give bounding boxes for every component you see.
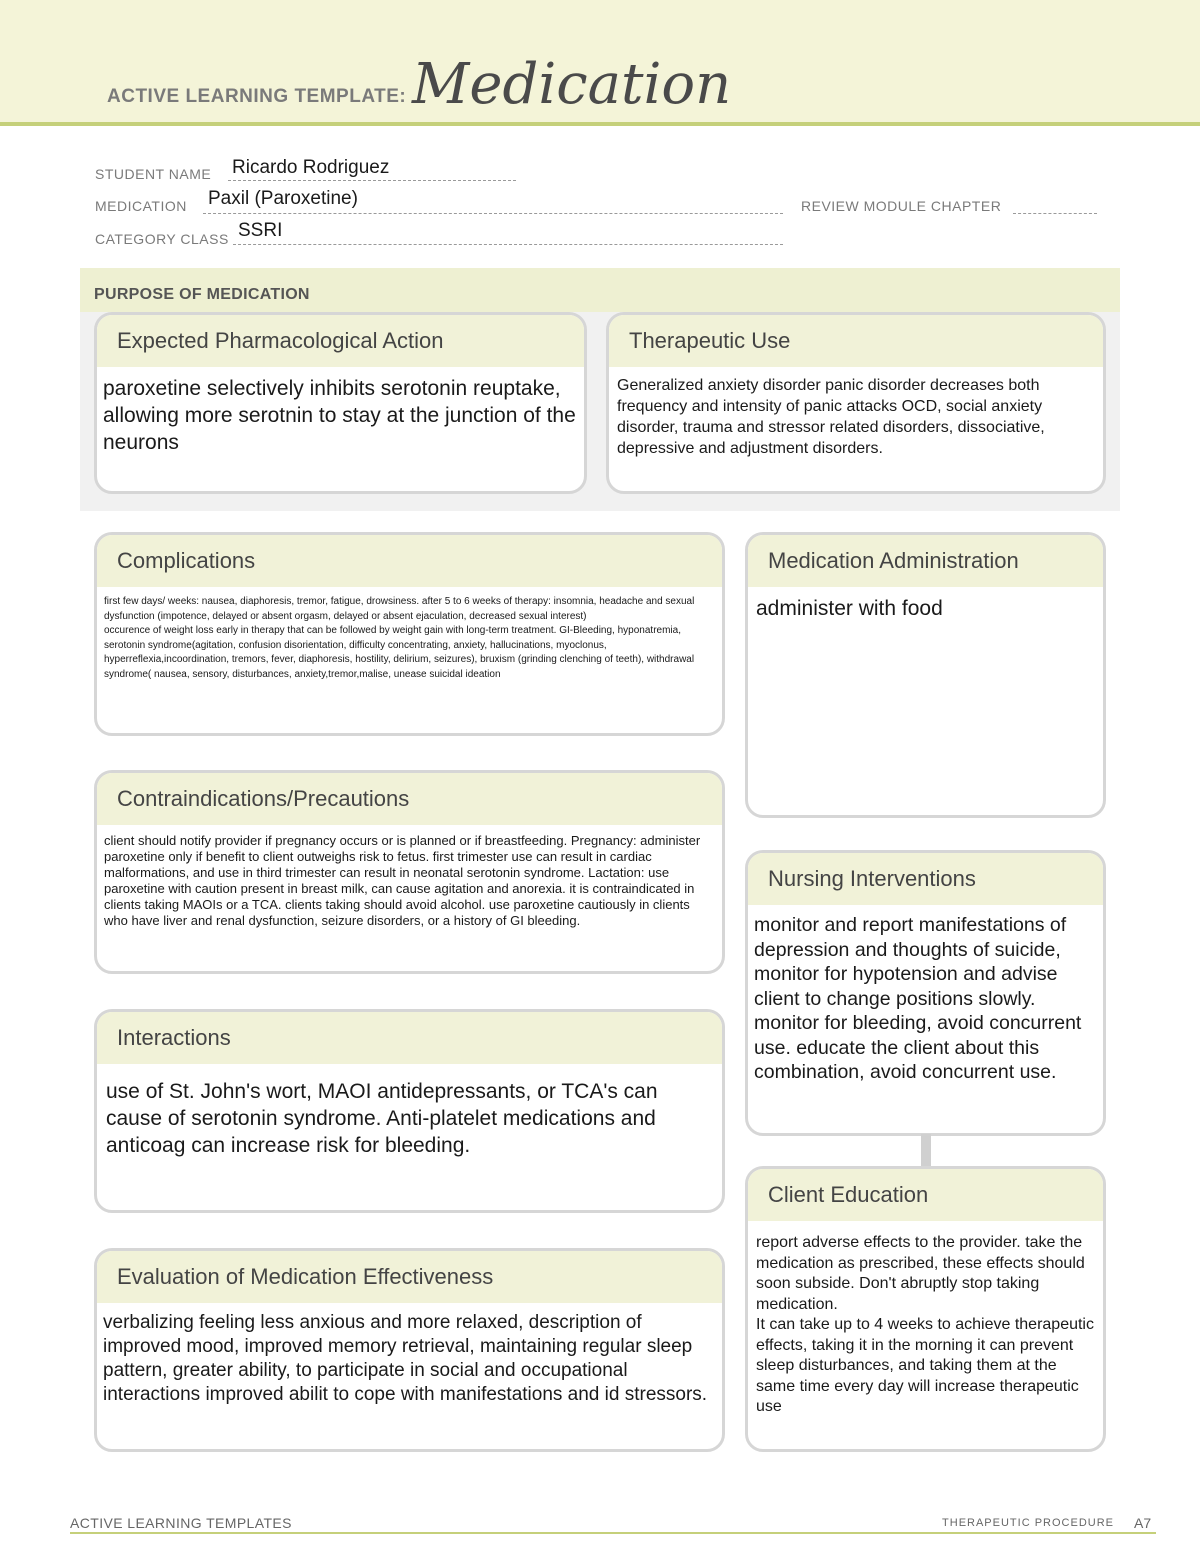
- interactions-box: [94, 1009, 725, 1213]
- review-module-field[interactable]: [1013, 213, 1097, 214]
- purpose-label: PURPOSE OF MEDICATION: [94, 286, 310, 303]
- category-class-line: [233, 244, 783, 245]
- client-education-text[interactable]: report adverse effects to the provider. take the medication as prescribed, these effects should soon subside. Don't abruptly stop taking medication. It can take up to 4 weeks to achieve therapeutic effects, taking it in the morning it can prevent sleep disturbances, and taking them at the same time every day will increase therapeutic use: [756, 1234, 1094, 1415]
- expected-action-title: Expected Pharmacological Action: [97, 315, 584, 367]
- medication-label: MEDICATION: [95, 198, 187, 214]
- client-education-box: [745, 1166, 1106, 1452]
- medication-administration-box: [745, 532, 1106, 818]
- contraindications-title: Contraindications/Precautions: [97, 773, 722, 825]
- medication-administration-title: Medication Administration: [748, 535, 1103, 587]
- student-name-label: STUDENT NAME: [95, 166, 212, 182]
- interactions-text[interactable]: use of St. John's wort, MAOI antidepressants, or TCA's can cause of serotonin syndrome. Anti-platelet medications and anticoag can increase risk for bleeding.: [106, 1080, 658, 1157]
- nursing-interventions-title: Nursing Interventions: [748, 853, 1103, 905]
- evaluation-text[interactable]: verbalizing feeling less anxious and more relaxed, description of improved mood, improved memory retrieval, maintaining regular sleep pattern, greater ability, to participate in social and occupational interactions improved abilit to cope with manifestations and id stressors.: [103, 1312, 708, 1405]
- medication-line: [203, 213, 783, 214]
- medication-field[interactable]: Paxil (Paroxetine): [208, 188, 358, 209]
- connector-bar: [921, 1134, 931, 1166]
- expected-action-text[interactable]: paroxetine selectively inhibits serotonin reuptake, allowing more serotnin to stay at the junction of the neurons: [103, 377, 576, 454]
- student-name-field[interactable]: Ricardo Rodriguez: [232, 157, 390, 178]
- template-label: ACTIVE LEARNING TEMPLATE:: [107, 86, 407, 107]
- medication-administration-text[interactable]: administer with food: [756, 597, 943, 620]
- nursing-interventions-box: [745, 850, 1106, 1136]
- contraindications-text[interactable]: client should notify provider if pregnancy occurs or is planned or if breastfeeding. Pregnancy: administer paroxetine only if benefit to client outweighs risk to fetus. first trimester use can result in cardiac malformations, and use in third trimester can result in neonatal serotonin syndrome. Lactation: use paroxetine with caution present in breast milk, can cause agitation and anorexia. it is contraindicated in clients taking MAOIs or a TCA. clients taking should avoid alcohol. use paroxetine cautiously in clients who have liver and renal dysfunction, seizure disorders, or a history of GI bleeding.: [104, 833, 701, 928]
- footer-right: THERAPEUTIC PROCEDURE: [942, 1517, 1114, 1529]
- client-education-title: Client Education: [748, 1169, 1103, 1221]
- interactions-title: Interactions: [97, 1012, 722, 1064]
- therapeutic-use-text[interactable]: Generalized anxiety disorder panic disorder decreases both frequency and intensity of panic attacks OCD, social anxiety disorder, trauma and stressor related disorders, dissociative, depressive and adjustment disorders.: [617, 377, 1045, 457]
- review-module-label: REVIEW MODULE CHAPTER: [801, 198, 1002, 214]
- page-number: A7: [1134, 1515, 1152, 1531]
- therapeutic-use-box: [606, 312, 1106, 494]
- complications-text[interactable]: first few days/ weeks: nausea, diaphoresis, tremor, fatigue, drowsiness. after 5 to 6 weeks of therapy: insomnia, headache and sexual dysfunction (impotence, delayed or absent orgasm, delayed or absent ejaculation, decreased sexual interest) occurence of weight loss early in therapy that can be followed by weight gain with long-term treatment. GI-Bleeding, hyponatremia, serotonin syndrome(agitation, confusion disorientation, difficulty concentrating, anxiety, hallucinations, myoclonus, hyperreflexia,incoordination, tremors, fever, diaphoresis, hostility, delirium, seizures), bruxism (grinding clenching of teeth), withdrawal syndrome( nausea, sensory, disturbances, anxiety,tremor,malise, unease suicidal ideation: [104, 596, 695, 680]
- nursing-interventions-text[interactable]: monitor and report manifestations of depression and thoughts of suicide, monitor for hypotension and advise client to change positions slowly. monitor for bleeding, avoid concurrent use. educate the client about this combination, avoid concurrent use.: [754, 914, 1082, 1083]
- evaluation-title: Evaluation of Medication Effectiveness: [97, 1251, 722, 1303]
- header-rule: [0, 122, 1200, 126]
- category-class-field[interactable]: SSRI: [238, 220, 283, 241]
- contraindications-box: [94, 770, 725, 974]
- student-name-line: [228, 180, 516, 181]
- evaluation-box: [94, 1248, 725, 1452]
- therapeutic-use-title: Therapeutic Use: [609, 315, 1103, 367]
- expected-action-box: [94, 312, 587, 494]
- complications-title: Complications: [97, 535, 722, 587]
- complications-box: [94, 532, 725, 736]
- footer-left: ACTIVE LEARNING TEMPLATES: [70, 1515, 292, 1531]
- category-class-label: CATEGORY CLASS: [95, 231, 229, 247]
- page-title: Medication: [412, 52, 732, 117]
- footer-rule: [70, 1532, 1156, 1534]
